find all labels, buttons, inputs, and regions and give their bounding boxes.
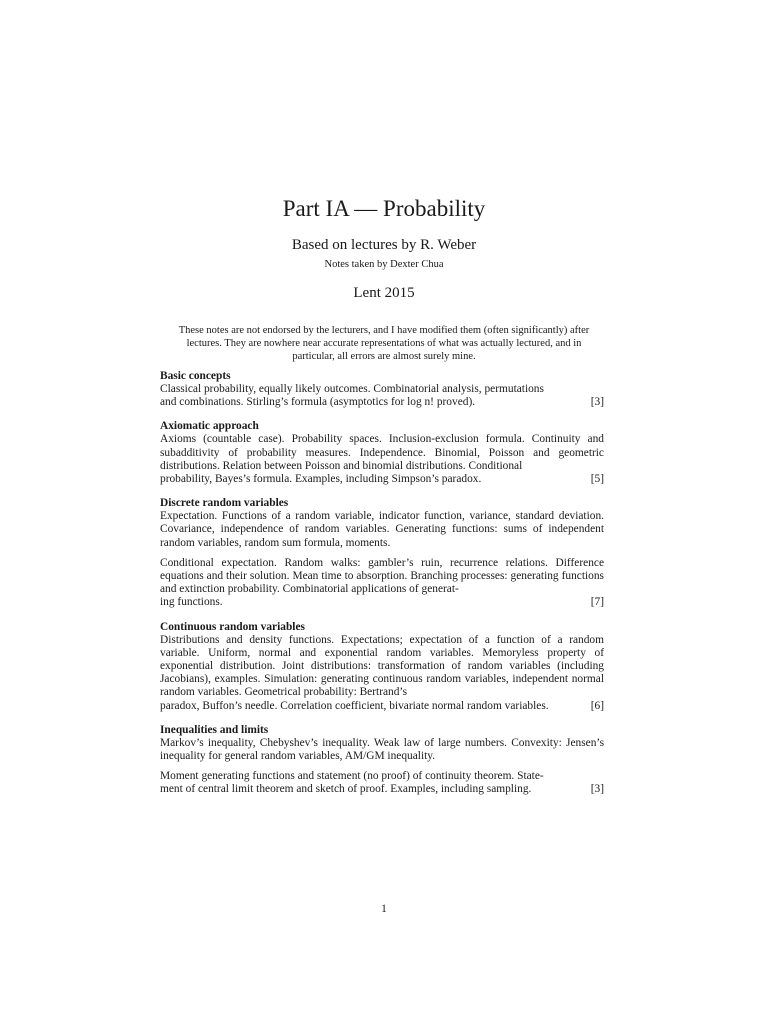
section-paragraph — [160, 433, 604, 486]
disclaimer-text: These notes are not endorsed by the lecturers, and I have modified them (often significantly) after lectures. They are nowhere near accurate representations of what was actually lectured, and in particular, all errors are almost surely mine. — [178, 325, 590, 362]
paragraph-body: Expectation. Functions of a random variable, indicator function, variance, standard deviation. Covariance, independence of random variables. Generating functions: sums of independent random variables, random sum formula, moments. — [160, 510, 604, 549]
lecture-count: [3] — [590, 783, 604, 796]
lecture-count: [5] — [590, 473, 604, 486]
paragraph-body: Classical probability, equally likely outcomes. Combinatorial analysis, permutations — [160, 383, 544, 395]
section-heading: Inequalities and limits — [160, 723, 269, 736]
lecture-count: [3] — [590, 396, 604, 409]
paragraph-last-line — [160, 596, 604, 609]
section-heading: Axiomatic approach — [160, 420, 259, 433]
paragraph-last-text: ment of central limit theorem and sketch of proof. Examples, including sampling. — [160, 783, 532, 796]
paragraph-body: Markov’s inequality, Chebyshev’s inequality. Weak law of large numbers. Convexity: Jensen’s inequality for general random variables, AM/GM inequality. — [160, 736, 604, 763]
section-heading: Discrete random variables — [160, 497, 289, 510]
paragraph-body: Distributions and density functions. Expectations; expectation of a function of a random variable. Uniform, normal and exponential random variables. Memoryless property of exponential distribution. Joint distributions: transformation of random variables (including Jacobians), examples. Simulation: generating continuous random variables, independent normal random variables. Geometrical probability: Bertrand’s — [160, 633, 604, 699]
notetaker-credit: Notes taken by Dexter Chua — [324, 259, 444, 270]
paragraph-last-line — [160, 700, 604, 713]
syllabus-content — [160, 369, 604, 807]
paragraph-body: Axioms (countable case). Probability spaces. Inclusion-exclusion formula. Continuity and subadditivity of probability measures. Independence. Binomial, Poisson and geometric distributions. Relation between Poisson and binomial distributions. Conditional — [160, 433, 604, 472]
section-heading: Continuous random variables — [160, 620, 305, 633]
section-paragraph — [160, 383, 604, 409]
term-label: Lent 2015 — [353, 285, 415, 301]
section-paragraph — [160, 557, 604, 610]
lecturer-credit: Based on lectures by R. Weber — [291, 237, 477, 253]
paragraph-last-text: paradox, Buffon’s needle. Correlation coefficient, bivariate normal random variables. — [160, 699, 549, 712]
section-discrete-random-variables — [160, 496, 604, 609]
paragraph-body: Moment generating functions and statement (no proof) of continuity theorem. State- — [160, 770, 544, 783]
section-paragraph — [160, 510, 604, 550]
paragraph-last-text: ing functions. — [160, 596, 223, 609]
section-inequalities-and-limits — [160, 723, 604, 797]
paragraph-last-line — [160, 396, 604, 409]
paragraph-body: Conditional expectation. Random walks: gambler’s ruin, recurrence relations. Difference equations and their solution. Mean time to absorption. Branching processes: generating functions and extinction probability. Combinatorial applications of generat- — [160, 556, 604, 596]
section-paragraph — [160, 770, 604, 796]
page-number: 1 — [381, 903, 387, 915]
paragraph-last-line — [160, 783, 604, 796]
paragraph-last-text: probability, Bayes’s formula. Examples, including Simpson’s paradox. — [160, 473, 482, 486]
section-basic-concepts — [160, 369, 604, 409]
lecture-count: [7] — [590, 596, 604, 609]
section-continuous-random-variables — [160, 620, 604, 713]
lecture-count: [6] — [590, 699, 604, 712]
paragraph-last-text: and combinations. Stirling’s formula (asymptotics for log n! proved). — [160, 396, 476, 409]
section-paragraph — [160, 737, 604, 763]
section-paragraph — [160, 634, 604, 713]
document-title: Part IA — Probability — [282, 196, 486, 221]
section-heading: Basic concepts — [160, 370, 231, 382]
section-axiomatic-approach — [160, 419, 604, 486]
paragraph-last-line — [160, 473, 604, 486]
